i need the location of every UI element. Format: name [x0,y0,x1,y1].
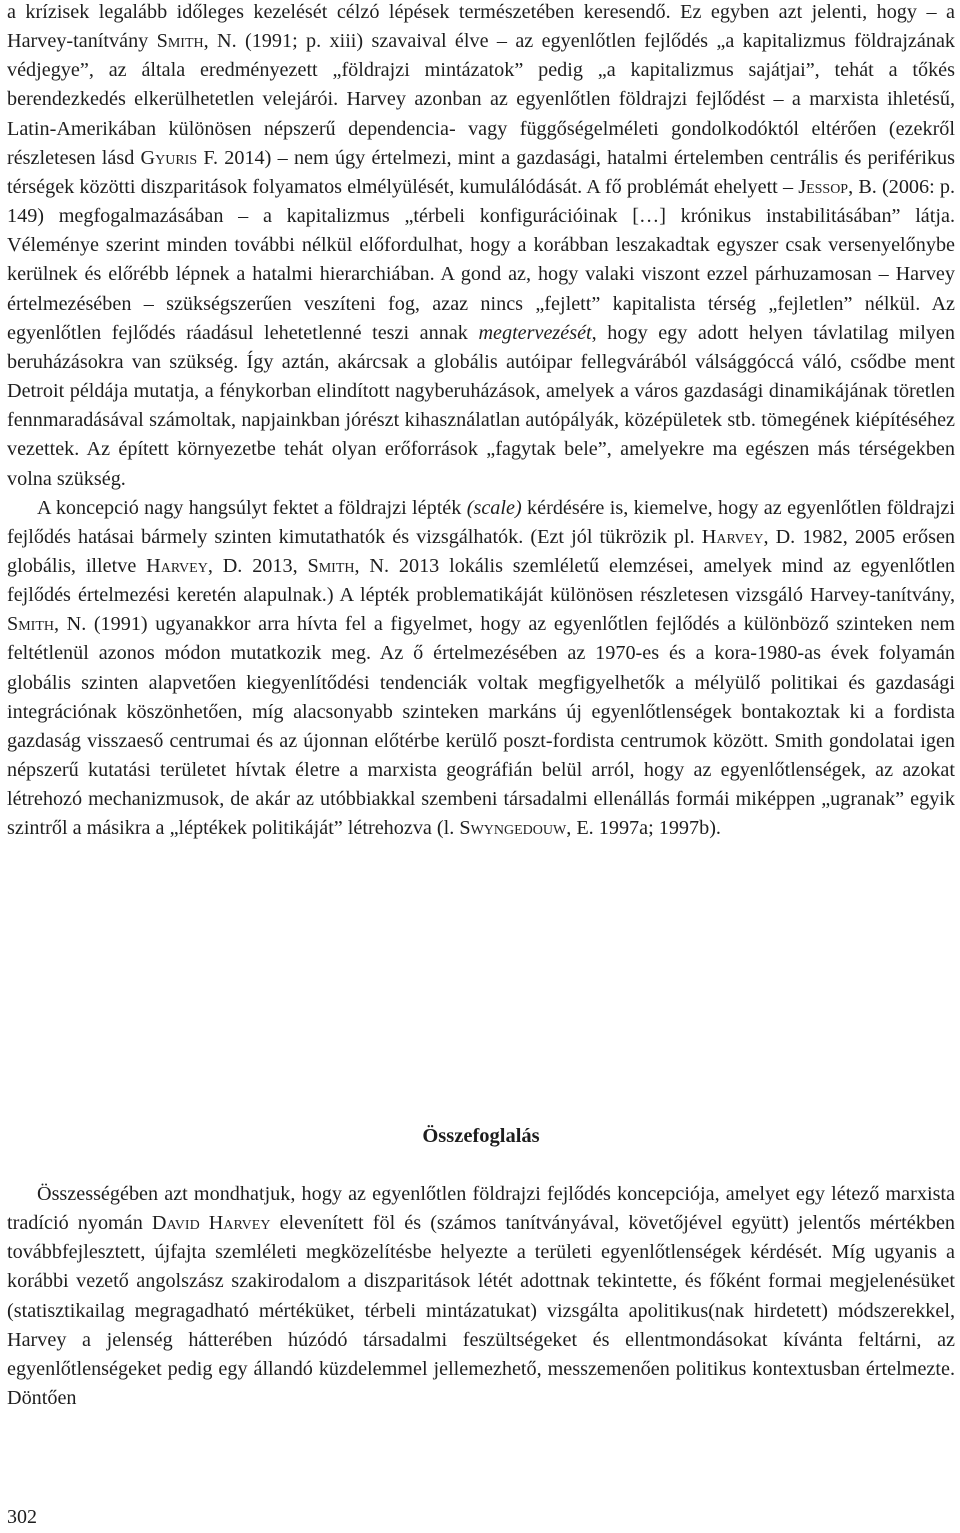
emphasis-text: (scale) [466,496,522,519]
text-run: , D. 1982, 2005 erősen globális, illetve [7,525,956,577]
author-name: Harvey [701,525,764,548]
body-paragraph [7,0,955,494]
summary-section [7,1180,955,1413]
text-run: kérdésére is, kiemelve, hogy az egyenlőtlen földrajzi fejlődés hatásai bármely szinten kimutathatók és vizsgálhatók. (Ezt jól tükrözik pl. [7,496,955,548]
author-name: Smith [156,30,204,53]
text-run: , E. 1997a; 1997b). [566,817,721,840]
summary-paragraph [7,1180,955,1413]
author-name: Smith [7,613,54,636]
text-run: a krízisek legalább időleges kezelését célzó lépések természetében keresendő. Ez egyben azt jelenti, hogy – a Harvey-tanítvány [7,1,955,53]
page-number: 302 [7,1506,37,1528]
author-name: Jessop [798,175,849,198]
text-run: , N. 2013 lokális szemléletű elemzései, amelyek mind az egyenlőtlen fejlődés értelmezési keretén alapulnak.) A lépték problematikáját különösen részletesen vizsgáló Harvey-tanítvány, [7,554,955,607]
emphasis-text: megtervezését [478,321,592,344]
author-name: Harvey [146,554,208,577]
section-heading: Összefoglalás [422,1125,540,1147]
author-name: Gyuris [140,146,198,169]
text-run: , B. (2006: p. 149) megfogalmazásában – a kapitalizmus „térbeli konfigurációinak […] krónikus instabilitásában” látja. Véleménye szerint minden további nélkül előfordulhat, hogy a korábban leszakadtak egyszer csak versenyelőnybe kerülnek és előrébb lépnek a hatalmi hierarchiában. A gond az, hogy valaki viszont ezzel párhuzamosan – Harvey értelmezésében – szükségszerűen veszíteni fog, azaz nincs „fejlett” kapitalista térség „fejletlen” nélkül. Az egyenlőtlen fejlődés ráadásul lehetetlenné teszi annak [7,175,956,344]
text-run: , hogy egy adott helyen távlatilag milyen beruházásokra van szükség. Így aztán, akárcsak a globális autóipar fellegvárából válsággóccá váló, csődbe ment Detroit példája mutatja, a fénykorban elindított nagyberuházások, amelyek a város gazdasági dinamikájának töretlen fennmaradásával számoltak, napjainkban jórészt kihasználatlan autópályák, középületek stb. tömegének kiépítéséhez vezettek. Az épített környezetbe tehát olyan erőforrások „fagytak bele”, amelyekre ma egészen más térségekben volna szükség. [7,321,955,490]
text-run: , N. (1991) ugyanakkor arra hívta fel a figyelmet, hogy az egyenlőtlen fejlődés a különböző szinteken nem feltétlenül azonos módon mutatkozik meg. Az ő értelmezésében az 1970-es és a kora-1980-as évek folyamán globális szinten alapvetően kiegyenlítődési tendenciák voltak megfigyelhetők a mélyülő politikai és gazdasági integrációnak köszönhetően, míg alacsonyabb szinteken markáns új egyenlőtlenségek bontakoztak ki a fordista gazdaság visszaeső centrumai és az újonnan előtérbe kerülő poszt-fordista centrumok között. Smith gondolatai igen népszerű kutatási területet hívtak életre a marxista geográfián belül arról, hogy az egyenlőtlenségek, az azokat létrehozó mechanizmusok, de akár az utóbbiakkal szembeni társadalmi ellenállás formái miképpen „ugranak” egyik szintről a másikra a „léptékek politikáját” létrehozva (l. [7,613,955,840]
text-run: , N. (1991; p. xiii) szavaival élve – az egyenlőtlen fejlődés „a kapitalizmus földrajzának védjegye”, az általa eredményezett „földrajzi mintázatok” pedig „a kapitalizmus sajátjai”, tehát a tőkés berendezkedés elkerülhetetlen velejárói. Harvey azonban az egyenlőtlen földrajzi fejlődést – a marxista ihletésű, Latin-Amerikában különösen népszerű dependencia- vagy függőségelméleti gondolkodóktól eltérően (ezekről részletesen lásd [7,30,955,169]
text-run: F. 2014) – nem úgy értelmezi, mint a gazdasági, hatalmi értelemben centrális és periférikus térségek közötti diszparitások folyamatos elmélyülését, kumulálódását. A fő problémát ehelyett – [7,146,955,198]
text-run: Összességében azt mondhatjuk, hogy az egyenlőtlen földrajzi fejlődés koncepciója, amelyet egy létező marxista tradíció nyomán [7,1183,955,1235]
text-run: , D. 2013, [207,554,308,577]
body-paragraph [7,494,955,844]
author-name: Swyngedouw [459,817,567,840]
author-name: Smith [307,554,355,577]
text-run: A koncepció nagy hangsúlyt fektet a földrajzi lépték [37,496,467,519]
author-name: David Harvey [151,1212,271,1235]
text-run: elevenített föl és (számos tanítványával, követőjével együtt) jelentős mértékben továbbfejlesztett, újfajta szemléleti megközelítésbe helyezte a területi egyenlőtlenségek kérdését. Míg ugyanis a korábbi vezető angolszász szakirodalom a diszparitások létét adottnak tekintette, és főként formai megjelenésüket (statisztikailag megragadható mértéküket, térbeli mintázatukat) vizsgálta apolitikus(nak hirdetett) módszerekkel, Harvey a jelenség hátterében húzódó társadalmi feszültségeket és ellentmondásokat kívánta feltárni, az egyenlőtlenségeket pedig egy állandó küzdelemmel jellemezhető, messzemenően politikus kontextusban értelmezte. Döntően [7,1212,955,1410]
document-page [7,0,956,1410]
